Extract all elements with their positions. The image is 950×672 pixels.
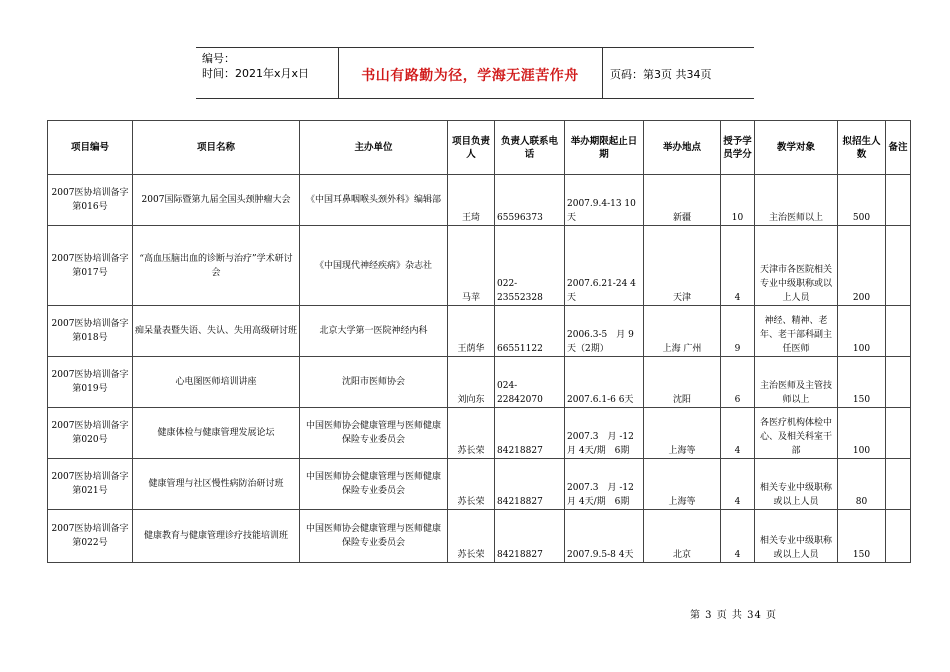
table-row	[48, 459, 911, 510]
cell-credits: 4	[721, 510, 755, 563]
header-phone: 负责人联系电话	[495, 121, 565, 175]
cell-credits: 6	[721, 357, 755, 408]
cell-remark	[886, 408, 911, 459]
cell-count: 500	[838, 175, 886, 226]
cell-person: 王荫华	[448, 306, 495, 357]
header-code: 项目编号	[48, 121, 133, 175]
cell-target: 天津市各医院相关专业中级职称或以上人员	[755, 226, 838, 306]
cell-place: 天津	[644, 226, 721, 306]
code-label: 编号：	[202, 52, 235, 65]
cell-name: 健康体检与健康管理发展论坛	[133, 408, 300, 459]
cell-target: 各医疗机构体检中心、及相关科室干部	[755, 408, 838, 459]
cell-place: 上海 广州	[644, 306, 721, 357]
header-date: 举办期限起止日期	[565, 121, 644, 175]
header-place: 举办地点	[644, 121, 721, 175]
cell-place: 上海等	[644, 459, 721, 510]
cell-name: 健康教育与健康管理诊疗技能培训班	[133, 510, 300, 563]
cell-place: 北京	[644, 510, 721, 563]
cell-credits: 10	[721, 175, 755, 226]
cell-code: 2007医协培训备字第016号	[48, 175, 133, 226]
cell-date: 2007.9.4-13 10天	[565, 175, 644, 226]
cell-credits: 4	[721, 459, 755, 510]
cell-credits: 4	[721, 226, 755, 306]
cell-remark	[886, 226, 911, 306]
cell-org: 《中国现代神经疾病》杂志社	[300, 226, 448, 306]
cell-code: 2007医协培训备字第017号	[48, 226, 133, 306]
cell-code: 2007医协培训备字第018号	[48, 306, 133, 357]
cell-remark	[886, 175, 911, 226]
table-header-row	[48, 121, 911, 175]
cell-date: 2007.3 月 -12月 4天/期 6期	[565, 459, 644, 510]
header-left	[202, 51, 309, 81]
cell-name: 2007国际暨第九届全国头颈肿瘤大会	[133, 175, 300, 226]
cell-target: 主治医师以上	[755, 175, 838, 226]
header-person: 项目负责人	[448, 121, 495, 175]
cell-org: 《中国耳鼻咽喉头颈外科》编辑部	[300, 175, 448, 226]
training-projects-table	[47, 120, 911, 563]
cell-person: 苏长荣	[448, 510, 495, 563]
cell-date: 2007.6.21-24 4天	[565, 226, 644, 306]
cell-target: 神经、精神、老年、老干部科副主任医师	[755, 306, 838, 357]
table-row	[48, 175, 911, 226]
cell-org: 北京大学第一医院神经内科	[300, 306, 448, 357]
header-divider	[602, 48, 603, 98]
cell-person: 马苹	[448, 226, 495, 306]
cell-target: 相关专业中级职称或以上人员	[755, 510, 838, 563]
cell-place: 沈阳	[644, 357, 721, 408]
header-remark: 备注	[886, 121, 911, 175]
header-target: 教学对象	[755, 121, 838, 175]
cell-count: 80	[838, 459, 886, 510]
cell-org: 中国医师协会健康管理与医师健康保险专业委员会	[300, 459, 448, 510]
cell-code: 2007医协培训备字第020号	[48, 408, 133, 459]
cell-code: 2007医协培训备字第019号	[48, 357, 133, 408]
cell-remark	[886, 357, 911, 408]
cell-name: “高血压脑出血的诊断与治疗”学术研讨会	[133, 226, 300, 306]
cell-count: 150	[838, 510, 886, 563]
header-count: 拟招生人数	[838, 121, 886, 175]
table-row	[48, 306, 911, 357]
cell-phone: 66551122	[495, 306, 565, 357]
cell-count: 150	[838, 357, 886, 408]
cell-credits: 9	[721, 306, 755, 357]
cell-phone: 84218827	[495, 459, 565, 510]
motto: 书山有路勤为径，学海无涯苦作舟	[361, 68, 579, 84]
page-footer: 第 3 页 共 34 页	[690, 610, 777, 621]
cell-count: 200	[838, 226, 886, 306]
cell-place: 新疆	[644, 175, 721, 226]
cell-person: 刘向东	[448, 357, 495, 408]
cell-credits: 4	[721, 408, 755, 459]
table-row	[48, 357, 911, 408]
page-header	[196, 47, 754, 99]
cell-name: 健康管理与社区慢性病防治研讨班	[133, 459, 300, 510]
cell-org: 中国医师协会健康管理与医师健康保险专业委员会	[300, 408, 448, 459]
header-credits: 授予学员学分	[721, 121, 755, 175]
cell-person: 王琦	[448, 175, 495, 226]
cell-code: 2007医协培训备字第021号	[48, 459, 133, 510]
cell-person: 苏长荣	[448, 408, 495, 459]
cell-date: 2006.3-5 月 9天（2期）	[565, 306, 644, 357]
cell-date: 2007.3 月 -12月 4天/期 6期	[565, 408, 644, 459]
cell-phone: 024-22842070	[495, 357, 565, 408]
table-row	[48, 510, 911, 563]
cell-org: 中国医师协会健康管理与医师健康保险专业委员会	[300, 510, 448, 563]
time-label: 时间：2021年x月x日	[202, 67, 310, 80]
table-row	[48, 408, 911, 459]
cell-count: 100	[838, 306, 886, 357]
cell-phone: 84218827	[495, 510, 565, 563]
cell-remark	[886, 459, 911, 510]
cell-date: 2007.6.1-6 6天	[565, 357, 644, 408]
cell-phone: 84218827	[495, 408, 565, 459]
cell-target: 主治医师及主管技师以上	[755, 357, 838, 408]
cell-name: 心电图医师培训讲座	[133, 357, 300, 408]
cell-date: 2007.9.5-8 4天	[565, 510, 644, 563]
cell-name: 痴呆量表暨失语、失认、失用高级研讨班	[133, 306, 300, 357]
cell-remark	[886, 510, 911, 563]
header-name: 项目名称	[133, 121, 300, 175]
cell-person: 苏长荣	[448, 459, 495, 510]
table-row	[48, 226, 911, 306]
page-info: 页码：第3页 共34页	[610, 68, 712, 81]
cell-phone: 65596373	[495, 175, 565, 226]
cell-org: 沈阳市医师协会	[300, 357, 448, 408]
cell-remark	[886, 306, 911, 357]
cell-count: 100	[838, 408, 886, 459]
header-org: 主办单位	[300, 121, 448, 175]
cell-target: 相关专业中级职称或以上人员	[755, 459, 838, 510]
cell-code: 2007医协培训备字第022号	[48, 510, 133, 563]
cell-phone: 022-23552328	[495, 226, 565, 306]
cell-place: 上海等	[644, 408, 721, 459]
